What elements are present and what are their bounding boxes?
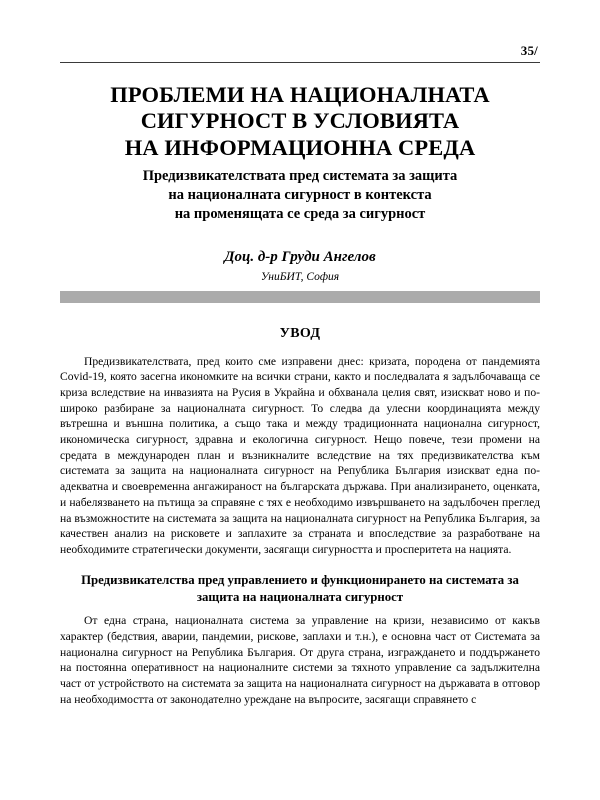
article-title-line-2: СИГУРНОСТ В УСЛОВИЯТА	[140, 108, 460, 134]
article-title	[60, 82, 540, 161]
article-title-line-3: НА ИНФОРМАЦИОННА СРЕДА	[124, 134, 476, 160]
article-subtitle-line-3: на променящата се среда за сигурност	[174, 206, 426, 223]
page-number: 35/	[520, 43, 538, 58]
header-divider	[60, 62, 540, 63]
article-subtitle	[60, 167, 540, 224]
section-heading-introduction: УВОД	[279, 326, 321, 341]
title-block	[60, 82, 540, 224]
section-heading-challenges: Предизвикателства пред управлението и функционирането на системата за защита на националната сигурност	[81, 572, 519, 604]
article-title-line-1: ПРОБЛЕМИ НА НАЦИОНАЛНАТА	[110, 82, 490, 107]
page-header	[60, 44, 540, 63]
paragraph-challenges: От една страна, националната система за управление на кризи, независимо от какъв характер (бедствия, аварии, пандемии, рискове, заплахи и т.н.), е основна част от Системата за национална сигурност на Република България. От друга страна, изграждането и поддържането на постоянна оперативност на националните системи за тяхното управление са задължителна част от устройството на системата за защита на националната сигурност на държавата в отговор на необходимостта от законодателно уреждане на въпросите, засягащи справянето с	[60, 614, 540, 706]
author-name: Доц. д-р Груди Ангелов	[224, 249, 376, 265]
author-block	[60, 248, 540, 285]
author-affiliation: УниБИТ, София	[260, 270, 340, 283]
article-subtitle-line-1: Предизвикателствата пред системата за защита	[142, 167, 458, 184]
section-separator-bar	[60, 291, 540, 303]
paragraph-introduction: Предизвикателствата, пред които сме изправени днес: кризата, породена от пандемията Covid-19, която засегна икономките на всички страни, както и последвалата я задълбочаваща се криза вследствие на инвазията на Русия в Украйна и обхванала целия свят, изискват ново и по-широко разбиране за националната сигурност. То следва да улесни координацията между вътрешна и външна политика, а също така и между традиционната национална сигурност, икономическа сигурност, здравна и екологична сигурност. Нещо повече, тези промени на средата в международен план и възникналите вследствие на тях предизвикателства към системата за защита на националната сигурност на Република България изискват една по-адекватна и своевременна ангажираност на българската държава. При анализирането, оценката, и набелязването на пътища за справяне с тях е необходимо извършването на задълбочен преглед на възможностите на системата за защита на националната сигурност на Република България, за качествен анализ на рисковете и заплахите за страната и впоследствие за разработване на необходимите стратегически документи, засягащи сигурността и просперитета на нацията.	[60, 354, 540, 556]
article-body	[60, 325, 540, 707]
article-subtitle-line-2: на националната сигурност в контекста	[168, 187, 432, 204]
